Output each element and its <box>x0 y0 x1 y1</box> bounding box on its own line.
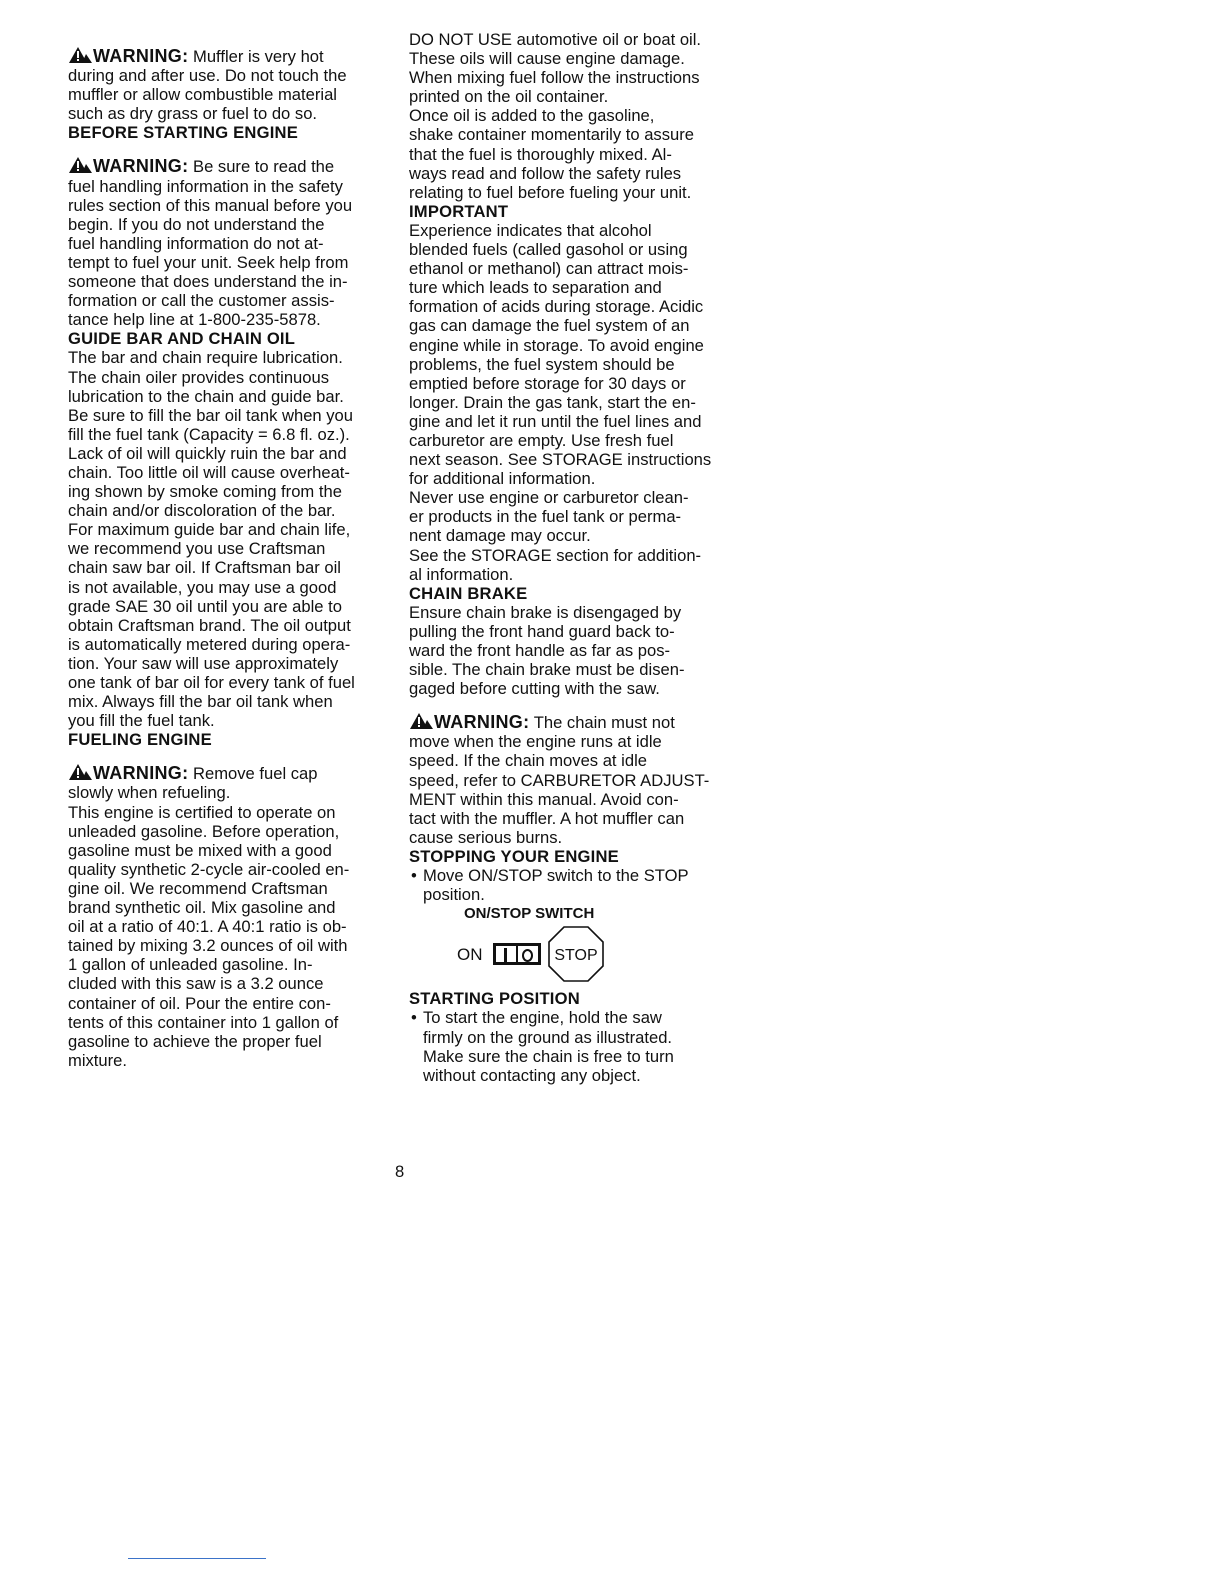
heading-starting: STARTING POSITION <box>409 989 580 1009</box>
stop-octagon-icon <box>547 925 605 983</box>
bottom-rule <box>128 1558 266 1559</box>
warning-text: Muffler is very hot during and after use. Do not touch the muffler or allow combustible material such as dry grass or fuel to do so. <box>68 47 347 124</box>
heading-guide-bar: GUIDE BAR AND CHAIN OIL <box>68 329 296 349</box>
heading-before-starting: BEFORE STARTING ENGINE <box>68 123 298 143</box>
on-stop-switch-figure <box>457 931 727 977</box>
warning-label: WARNING: <box>93 156 189 177</box>
important-body: Experience indicates that alcohol blended fuels (called gasohol or using ethanol or methanol) can attract mois- ture which leads to separation and formation of acids during storage. Acidic gas can damage the fuel system of an engine while in storage. To avoid engine problems, the fuel system should be emptied before storage for 30 days or longer. Drain the gas tank, start the en- gine and let it run until the fuel lines and carburetor are empty. Use fresh fuel next season. See STORAGE instructions for additional information. Never use engine or carburetor clean- er products in the fuel tank or perma- nent damage may occur. See the STORAGE section for addition- al information. <box>409 220 712 584</box>
heading-stopping: STOPPING YOUR ENGINE <box>409 846 619 866</box>
warning-label: WARNING: <box>93 46 189 66</box>
warning-triangle-icon <box>68 156 92 174</box>
switch-on-label: ON <box>457 944 483 964</box>
switch-caption: ON/STOP SWITCH <box>464 905 595 923</box>
stopping-bullet: • Move ON/STOP switch to the STOP position. <box>409 866 727 904</box>
warning-label: WARNING: <box>93 763 189 784</box>
right-column <box>409 30 727 1085</box>
oil-intro: DO NOT USE automotive oil or boat oil. These oils will cause engine damage. When mixing fuel follow the instructions printed on the oil container. Once oil is added to the gasoline, shake container momentarily to assure that the fuel is thoroughly mixed. Al- ways read and follow the safety rules relating to fuel before fueling your unit. <box>409 30 702 202</box>
warning-fuel-cap <box>68 763 386 802</box>
page-number: 8 <box>395 1162 405 1181</box>
left-column <box>68 30 386 1070</box>
stop-label: STOP <box>553 947 598 965</box>
heading-chain-brake: CHAIN BRAKE <box>409 583 528 603</box>
heading-fueling: FUELING ENGINE <box>68 730 212 750</box>
fueling-body: This engine is certified to operate on unleaded gasoline. Before operation, gasoline must be mixed with a good quality synthetic 2-cycle air-cooled en- gine oil. We recommend Craftsman brand synthetic oil. Mix gasoline and oil at a ratio of 40:1. A 40:1 ratio is ob- tained by mixing 3.2 ounces of oil with 1 gallon of unleaded gasoline. In- cluded with this saw is a 3.2 ounce container of oil. Pour the entire con- tents of this container into 1 gallon of gasoline to achieve the proper fuel mixture. <box>68 802 350 1070</box>
warning-text: Be sure to read the fuel handling information in the safety rules section of this manual before you begin. If you do not understand the fuel handling information do not at- tempt to fuel your unit. Seek help from someone that does understand the in- formation or call the customer assis- tance help line at 1-800-235-5878. <box>68 157 353 330</box>
warning-chain-idle <box>409 712 727 847</box>
warning-triangle-icon <box>68 763 92 781</box>
chain-brake-body: Ensure chain brake is disengaged by pulling the front hand guard back to- ward the front handle as far as pos- sible. The chain brake must be disen- gaged before cutting with the saw. <box>409 602 685 699</box>
warning-label: WARNING: <box>434 712 530 733</box>
warning-fuel-handling <box>68 156 386 329</box>
heading-important: IMPORTANT <box>409 201 509 221</box>
guide-bar-body: The bar and chain require lubrication. The chain oiler provides continuous lubrication to the chain and guide bar. Be sure to fill the bar oil tank when you fill the fuel tank (Capacity = 6.8 fl. oz.). Lack of oil will quickly ruin the bar and chain. Too little oil will cause overheat- ing shown by smoke coming from the chain and/or discoloration of the bar. For maximum guide bar and chain life, we recommend you use Craftsman chain saw bar oil. If Craftsman bar oil is not available, you may use a good grade SAE 30 oil until you are able to obtain Craftsman brand. The oil output is automatically metered during opera- tion. Your saw will use approximately one tank of bar oil for every tank of fuel mix. Always fill the bar oil tank when you fill the fuel tank. <box>68 348 355 731</box>
warning-muffler <box>68 46 386 123</box>
warning-text: The chain must not move when the engine runs at idle speed. If the chain moves at idle speed, refer to CARBURETOR ADJUST- MENT within this manual. Avoid con- tact with the muffler. A hot muffler can cause serious burns. <box>409 713 710 847</box>
warning-triangle-icon <box>409 712 433 730</box>
rocker-switch-icon <box>493 943 541 965</box>
warning-triangle-icon <box>68 46 92 64</box>
starting-bullet: • To start the engine, hold the saw firmly on the ground as illustrated. Make sure the chain is free to turn without contacting any object. <box>409 1008 727 1084</box>
warning-text: Remove fuel cap slowly when refueling. <box>68 764 318 803</box>
